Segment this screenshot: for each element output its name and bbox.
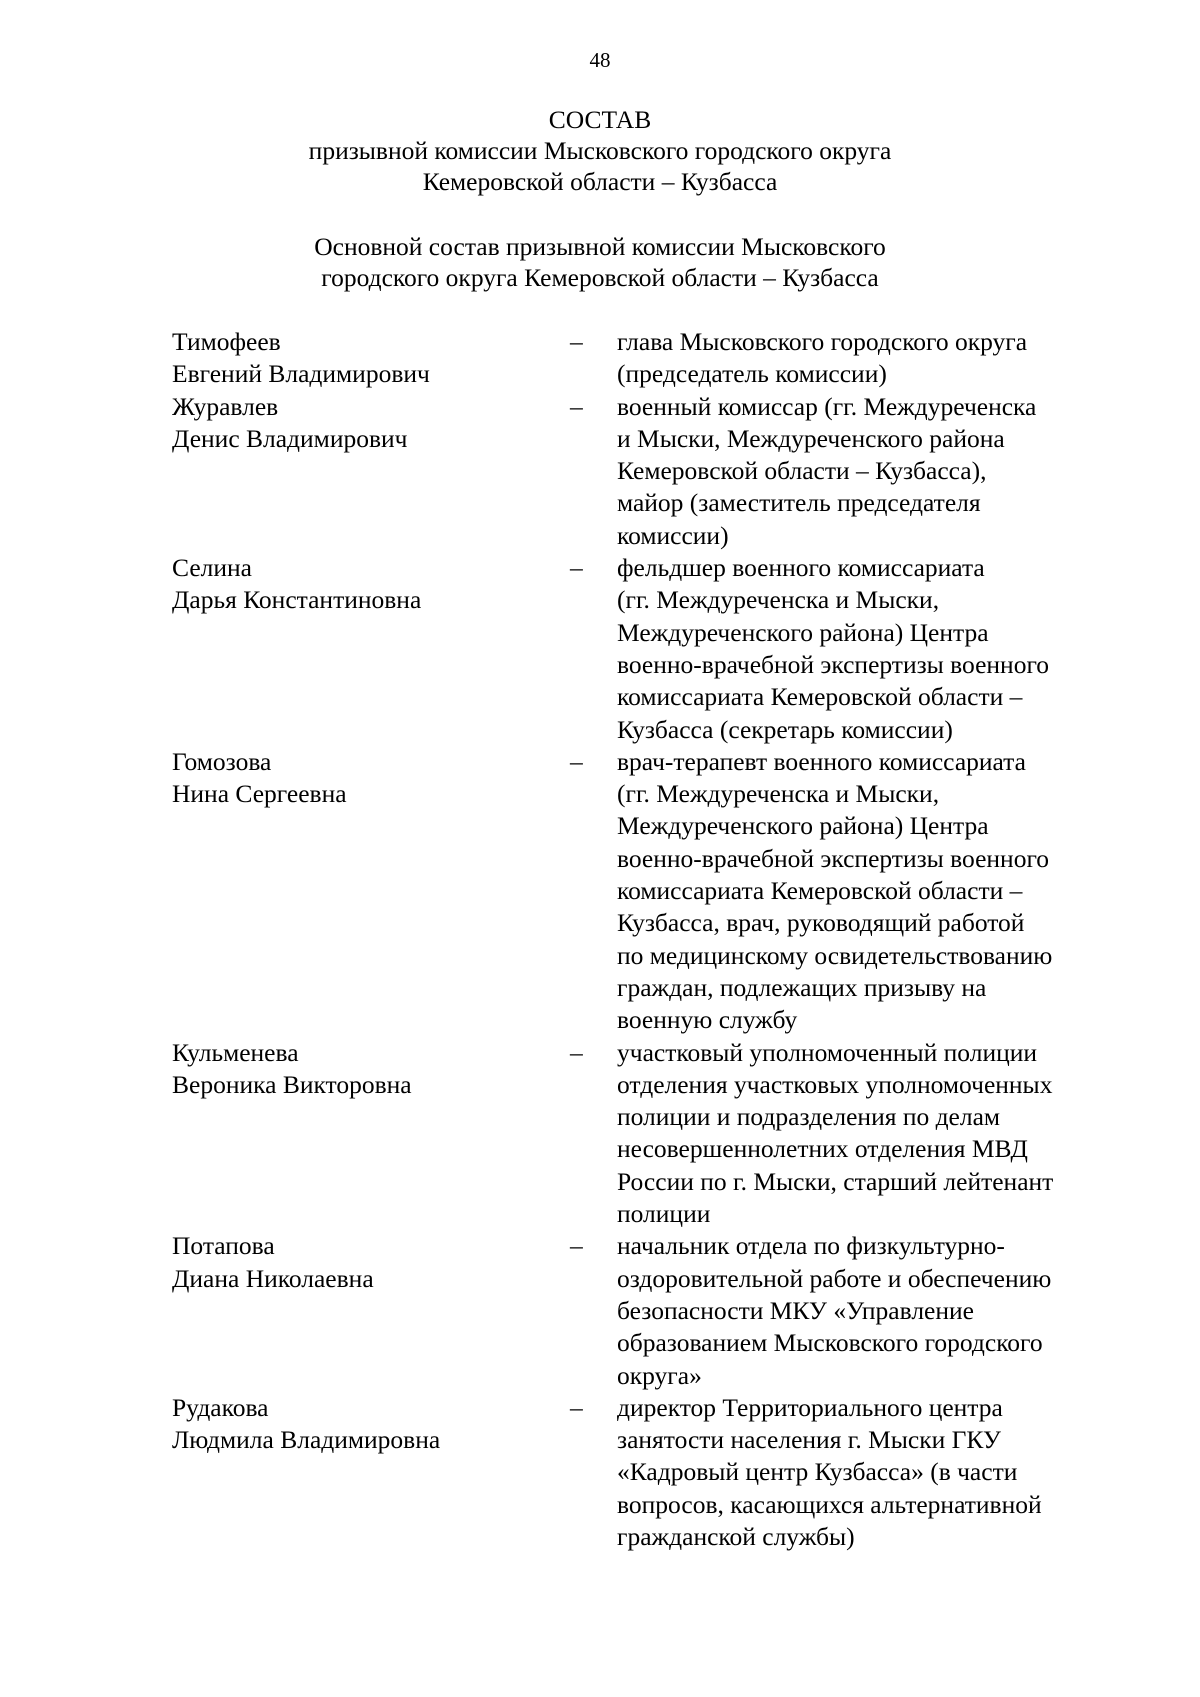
title-line: Кемеровской области – Кузбасса: [422, 167, 778, 196]
member-role-line: граждан, подлежащих призыву на: [617, 972, 987, 1002]
member-role-line: комиссариата Кемеровской области –: [617, 682, 1023, 712]
member-given-names: Вероника Викторовна: [172, 1069, 412, 1099]
member-name: [172, 552, 570, 746]
member-name: [172, 1037, 570, 1231]
member-surname: Селина: [172, 553, 252, 583]
member-role-line: полиции и подразделения по делам: [617, 1102, 1001, 1132]
member-role-line: отделения участковых уполномоченных: [617, 1069, 1053, 1099]
dash-separator: –: [570, 327, 583, 356]
member-entry: [172, 1392, 1132, 1553]
member-role-line: Кузбасса (секретарь комиссии): [617, 714, 953, 744]
member-given-names: Дарья Константиновна: [172, 585, 422, 615]
member-role-line: (гг. Междуреченска и Мыски,: [617, 585, 940, 615]
member-name: [172, 1230, 570, 1391]
member-surname: Потапова: [172, 1231, 275, 1261]
member-role-line: вопросов, касающихся альтернативной: [617, 1489, 1042, 1519]
member-role-line: военную службу: [617, 1005, 798, 1035]
member-role: [617, 746, 1132, 1037]
member-surname: Тимофеев: [172, 327, 281, 356]
section-heading: [0, 231, 1200, 293]
member-entry: [172, 391, 1132, 552]
member-role-line: полиции: [617, 1199, 711, 1229]
member-entry: [172, 326, 1132, 391]
member-role-line: военно-врачебной экспертизы военного: [617, 649, 1050, 679]
member-surname: Кульменева: [172, 1037, 299, 1067]
member-role-line: комиссариата Кемеровской области –: [617, 876, 1023, 906]
member-role-line: комиссии): [617, 520, 729, 550]
section-heading-line: городского округа Кемеровской области – Кузбасса: [321, 263, 879, 292]
member-role-line: образованием Мысковского городского: [617, 1328, 1043, 1358]
member-role-line: «Кадровый центр Кузбасса» (в части: [617, 1457, 1018, 1487]
member-entry: [172, 1230, 1132, 1391]
member-role: [617, 391, 1132, 552]
member-given-names: Людмила Владимировна: [172, 1425, 441, 1455]
member-surname: Журавлев: [172, 391, 279, 421]
dash-separator: –: [570, 391, 583, 421]
member-role-line: Кузбасса, врач, руководящий работой: [617, 908, 1025, 938]
member-role-line: Кемеровской области – Кузбасса),: [617, 456, 987, 486]
member-role: [617, 1230, 1132, 1391]
member-surname: Гомозова: [172, 746, 272, 776]
member-role: [617, 326, 1132, 391]
member-role-line: (председатель комиссии): [617, 359, 887, 389]
member-role-line: по медицинскому освидетельствованию: [617, 940, 1053, 970]
member-name: [172, 391, 570, 552]
member-name: [172, 326, 570, 391]
dash-separator: –: [570, 553, 583, 583]
member-name: [172, 1392, 570, 1553]
member-role-line: и Мыски, Междуреченского района: [617, 423, 1005, 453]
member-given-names: Денис Владимирович: [172, 423, 408, 453]
dash-separator: –: [570, 746, 583, 776]
section-heading-line: Основной состав призывной комиссии Мысковского: [314, 232, 886, 261]
member-role-line: глава Мысковского городского округа: [617, 327, 1028, 356]
member-role-line: участковый уполномоченный полиции: [617, 1037, 1038, 1067]
title-line: СОСТАВ: [548, 105, 652, 134]
member-role: [617, 552, 1132, 746]
member-name: [172, 746, 570, 1037]
dash-separator: –: [570, 1231, 583, 1261]
member-entry: [172, 746, 1132, 1037]
member-role-line: Междуреченского района) Центра: [617, 811, 989, 841]
member-role: [617, 1037, 1132, 1231]
member-given-names: Диана Николаевна: [172, 1263, 374, 1293]
member-role-line: военно-врачебной экспертизы военного: [617, 843, 1050, 873]
title-line: призывной комиссии Мысковского городского округа: [308, 136, 892, 165]
member-role-line: безопасности МКУ «Управление: [617, 1295, 974, 1325]
member-role-line: начальник отдела по физкультурно-: [617, 1231, 1005, 1261]
member-role-line: Междуреченского района) Центра: [617, 617, 989, 647]
member-role: [617, 1392, 1132, 1553]
members-list: [172, 326, 1132, 1553]
member-role-line: (гг. Междуреченска и Мыски,: [617, 779, 940, 809]
member-given-names: Нина Сергеевна: [172, 779, 347, 809]
dash-separator: –: [570, 1392, 583, 1422]
member-role-line: округа»: [617, 1360, 702, 1390]
member-role-line: фельдшер военного комиссариата: [617, 553, 985, 583]
member-given-names: Евгений Владимирович: [172, 359, 430, 389]
member-role-line: врач-терапевт военного комиссариата: [617, 746, 1026, 776]
member-role-line: гражданской службы): [617, 1521, 855, 1551]
member-role-line: несовершеннолетних отделения МВД: [617, 1134, 1028, 1164]
member-role-line: майор (заместитель председателя: [617, 488, 981, 518]
member-role-line: военный комиссар (гг. Междуреченска: [617, 391, 1037, 421]
member-entry: [172, 1037, 1132, 1231]
member-role-line: занятости населения г. Мыски ГКУ: [617, 1425, 1001, 1455]
member-role-line: директор Территориального центра: [617, 1392, 1003, 1422]
member-role-line: России по г. Мыски, старший лейтенант: [617, 1166, 1054, 1196]
member-role-line: оздоровительной работе и обеспечению: [617, 1263, 1052, 1293]
member-entry: [172, 552, 1132, 746]
member-surname: Рудакова: [172, 1392, 269, 1422]
dash-separator: –: [570, 1037, 583, 1067]
page-number: 48: [589, 48, 611, 72]
document-title: [0, 104, 1200, 197]
